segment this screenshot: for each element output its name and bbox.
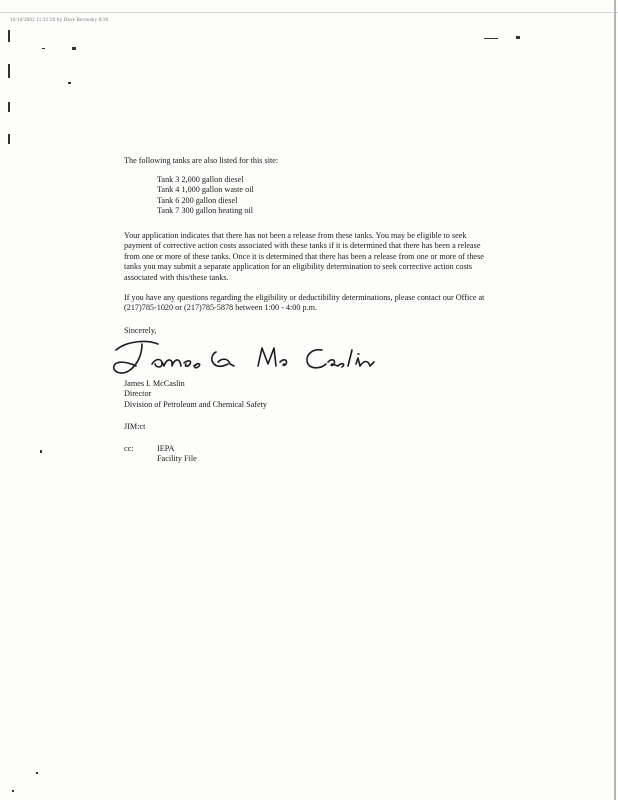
scan-speck	[516, 36, 520, 39]
scan-speck	[42, 48, 45, 49]
tanks-intro: The following tanks are also listed for this site:	[124, 156, 279, 165]
tank-item: Tank 7 300 gallon heating oil	[157, 206, 254, 216]
scan-speck	[68, 82, 71, 84]
scan-speck	[40, 450, 42, 453]
fax-header: 10/10/2002 11:31:20 by Dave Bernosky 8/30	[10, 18, 109, 23]
tank-item: Tank 3 2,000 gallon diesel	[157, 175, 244, 184]
scan-speck	[12, 790, 14, 792]
scan-top-rule	[0, 12, 618, 13]
scan-speck	[8, 102, 10, 112]
scan-speck	[484, 38, 498, 39]
scan-speck	[8, 134, 10, 144]
cc-list	[157, 444, 197, 465]
cc-recipient: IEPA	[157, 444, 175, 453]
tank-list	[157, 175, 254, 217]
tank-item: Tank 6 200 gallon diesel	[157, 195, 238, 205]
scan-speck	[8, 30, 10, 42]
contact-paragraph: If you have any questions regarding the eligibility or deductibility determinations, please contact our Office at (217)785-1020 or (217)785-5878 between 1:00 - 4:00 p.m.	[124, 293, 485, 313]
closing-salutation: Sincerely,	[124, 326, 157, 335]
typist-initials: JIM:ct	[124, 422, 146, 431]
cc-label: cc:	[124, 444, 134, 453]
scan-speck	[72, 47, 76, 50]
tank-item: Tank 4 1,000 gallon waste oil	[157, 185, 254, 195]
scan-edge-rule	[614, 0, 616, 800]
signer-division: Division of Petroleum and Chemical Safety	[124, 399, 268, 409]
signer-title: Director	[124, 389, 152, 399]
handwritten-signature	[108, 336, 408, 378]
signature-block	[124, 379, 267, 410]
scan-speck	[36, 772, 38, 774]
signer-name: James I. McCaslin	[124, 379, 185, 388]
eligibility-paragraph: Your application indicates that there has not been a release from these tanks. You may be eligible to seek payment of corrective action costs associated with these tanks if it is determined that there has been a release from one or more of these tanks. Once it is determined that there has been a release from one or more of these tanks you may submit a separate application for an eligibility determination to seek corrective action costs associated with this/these tanks.	[124, 231, 484, 282]
scan-speck	[8, 64, 10, 78]
cc-recipient: Facility File	[157, 454, 197, 464]
